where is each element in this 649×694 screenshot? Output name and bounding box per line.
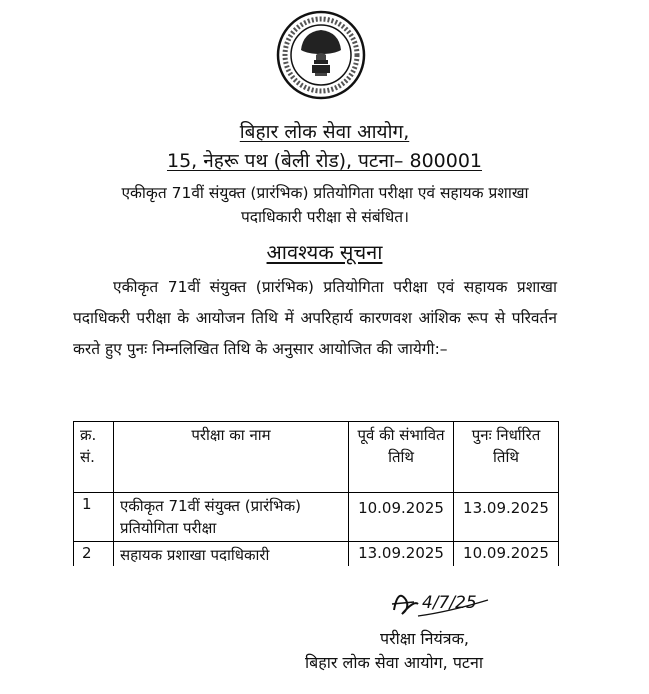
row-serial: 1 <box>74 493 114 542</box>
row-old-date: 13.09.2025 <box>349 542 454 569</box>
org-address: 15, नेहरू पथ (बेली रोड), पटना– 800001 <box>166 150 483 172</box>
notice-subject: एकीकृत 71वीं संयुक्त (प्रारंभिक) प्रतियोगिता परीक्षा एवं सहायक प्रशाखा पदाधिकारी परीक्षा से संबंधित। <box>121 184 529 226</box>
row-new-date: 10.09.2025 <box>454 542 559 569</box>
header-new-date: पुनः निर्धारित तिथि <box>454 422 559 493</box>
table-row <box>74 493 559 542</box>
header-old-date: पूर्व की संभावित तिथि <box>349 422 454 493</box>
org-name: बिहार लोक सेवा आयोग, <box>239 121 410 143</box>
signatory-designation: परीक्षा नियंत्रक, <box>380 629 469 648</box>
signature <box>388 580 498 624</box>
row-old-date: 10.09.2025 <box>349 493 454 542</box>
notice-title: आवश्यक सूचना <box>266 240 383 264</box>
table-header-row <box>74 422 559 493</box>
signature-initials: 4/7/25 <box>422 593 477 613</box>
row-new-date: 13.09.2025 <box>454 493 559 542</box>
commission-seal <box>276 10 366 100</box>
header-serial: क्र. सं. <box>74 422 114 493</box>
exam-schedule-table <box>73 421 559 569</box>
row-serial: 2 <box>74 542 114 569</box>
row-exam-name: एकीकृत 71वीं संयुक्त (प्रारंभिक) प्रतियोगिता परीक्षा <box>113 493 348 542</box>
table-row <box>74 542 559 569</box>
signatory-organization: बिहार लोक सेवा आयोग, पटना <box>305 653 483 672</box>
notice-body: एकीकृत 71वीं संयुक्त (प्रारंभिक) प्रतियोगिता परीक्षा एवं सहायक प्रशाखा पदाधिकरी परीक्षा के आयोजन तिथि में अपरिहार्य कारणवश आंशिक रूप से परिवर्तन करते हुए पुनः निम्नलिखित तिथि के अनुसार आयोजित की जायेगी:– <box>73 278 557 358</box>
row-exam-name: सहायक प्रशाखा पदाधिकारी <box>113 542 348 569</box>
page-crop-mask <box>70 566 564 572</box>
header-exam-name: परीक्षा का नाम <box>113 422 348 493</box>
